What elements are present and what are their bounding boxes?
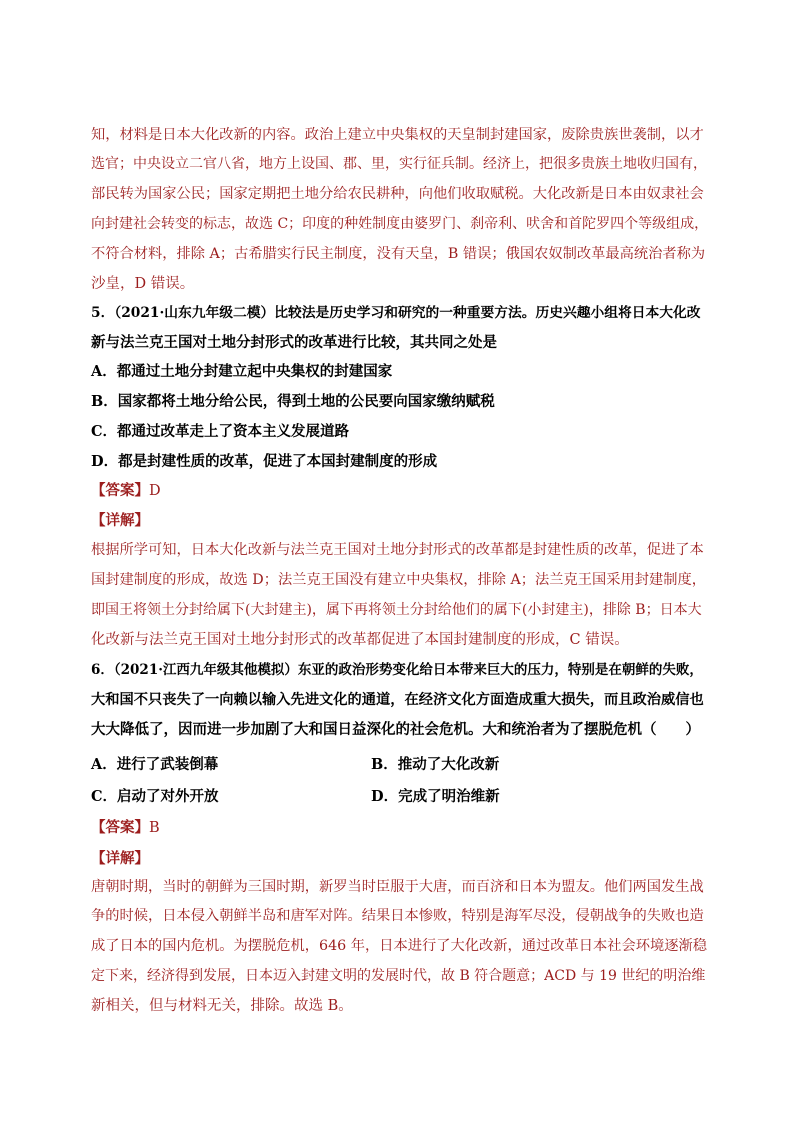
q6-detail-label: 【详解】 — [91, 850, 149, 867]
q6-explanation-line-3: 成了日本的国内危机。为摆脱危机，646 年，日本进行了大化改新，通过改革日本社会环境逐渐稳 — [91, 938, 707, 954]
q5-option-a: A．都通过土地分封建立起中央集权的封建国家 — [91, 363, 393, 380]
q5-explanation-line-1: 根据所学可知，日本大化改新与法兰克王国对土地分封形式的改革都是封建性质的改革，促进了本 — [91, 542, 704, 558]
q5-option-c: C．都通过改革走上了资本主义发展道路 — [91, 423, 350, 440]
prev-explanation-line-6: 沙皇，D 错误。 — [91, 276, 195, 292]
q6-options-row-2 — [91, 786, 709, 808]
q6-answer-value: B — [149, 820, 160, 836]
q6-stem-line-1: 6．（2021·江西九年级其他模拟）东亚的政治形势变化给日本带来巨大的压力，特别是在朝鲜的失败， — [91, 662, 703, 678]
prev-explanation-line-5: 不符合材料，排除 A；古希腊实行民主制度，没有天皇，B 错误；俄国农奴制改革最高统治者称为 — [91, 246, 706, 262]
q5-answer-row — [91, 480, 161, 502]
q5-explanation-line-3: 即国王将领土分封给属下(大封建主)，属下再将领土分封给他们的属下(小封建主)，排除 B；日本大 — [91, 602, 702, 618]
prev-explanation-line-2: 选官；中央设立二官八省，地方上设国、郡、里，实行征兵制。经济上，把很多贵族土地收归国有， — [91, 156, 707, 172]
q6-explanation-line-5: 新相关，但与材料无关，排除。故选 B。 — [91, 998, 353, 1014]
q5-stem-line-2: 新与法兰克王国对土地分封形式的改革进行比较，其共同之处是 — [91, 334, 497, 351]
q6-stem-line-2: 大和国不只丧失了一向赖以输入先进文化的通道，在经济文化方面造成重大损失，而且政治威信也 — [91, 692, 704, 708]
prev-explanation-line-3: 部民转为国家公民；国家定期把土地分给农民耕种，向他们收取赋税。大化改新是日本由奴隶社会 — [91, 186, 704, 202]
q6-option-a: A．进行了武装倒幕 — [91, 756, 219, 773]
q5-option-b: B．国家都将土地分给公民，得到土地的公民要向国家缴纳赋税 — [91, 393, 495, 410]
q6-answer-row — [91, 817, 160, 839]
q6-explanation-line-2: 争的时候，日本侵入朝鲜半岛和唐军对阵。结果日本惨败，特别是海军尽没，侵朝战争的失败也造 — [91, 908, 704, 924]
q6-stem-line-3: 大大降低了，因而进一步加剧了大和国日益深化的社会危机。大和统治者为了摆脱危机（ ） — [91, 721, 700, 738]
q5-answer-value: D — [149, 483, 161, 499]
q5-detail-label: 【详解】 — [91, 512, 149, 529]
q6-explanation-line-1: 唐朝时期，当时的朝鲜为三国时期，新罗当时臣服于大唐，而百济和日本为盟友。他们两国发生战 — [91, 879, 704, 895]
q6-option-b: B．推动了大化改新 — [371, 756, 500, 773]
prev-explanation-line-1: 知，材料是日本大化改新的内容。政治上建立中央集权的天皇制封建国家，废除贵族世袭制，以才 — [91, 127, 704, 143]
prev-explanation-line-4: 向封建社会转变的标志，故选 C；印度的种姓制度由婆罗门、刹帝利、吠舍和首陀罗四个等级组成， — [91, 216, 709, 232]
q5-explanation-line-2: 国封建制度的形成，故选 D；法兰克王国没有建立中央集权，排除 A；法兰克王国采用封建制度， — [91, 572, 707, 588]
q6-option-d: D．完成了明治维新 — [371, 788, 500, 805]
q5-option-d: D．都是封建性质的改革，促进了本国封建制度的形成 — [91, 453, 438, 470]
q5-stem-line-1: 5．（2021·山东九年级二模）比较法是历史学习和研究的一种重要方法。历史兴趣小组将日本大化改 — [91, 305, 701, 321]
q6-answer-label: 【答案】 — [91, 819, 149, 836]
q5-explanation-line-4: 化改新与法兰克王国对土地分封形式的改革都促进了本国封建制度的形成，C 错误。 — [91, 632, 629, 648]
q6-options-row-1 — [91, 754, 709, 776]
q6-explanation-line-4: 定下来，经济得到发展，日本迈入封建文明的发展时代，故 B 符合题意；ACD 与 19 世纪的明治维 — [91, 968, 706, 984]
q6-option-c: C．启动了对外开放 — [91, 788, 219, 805]
q5-answer-label: 【答案】 — [91, 482, 149, 499]
